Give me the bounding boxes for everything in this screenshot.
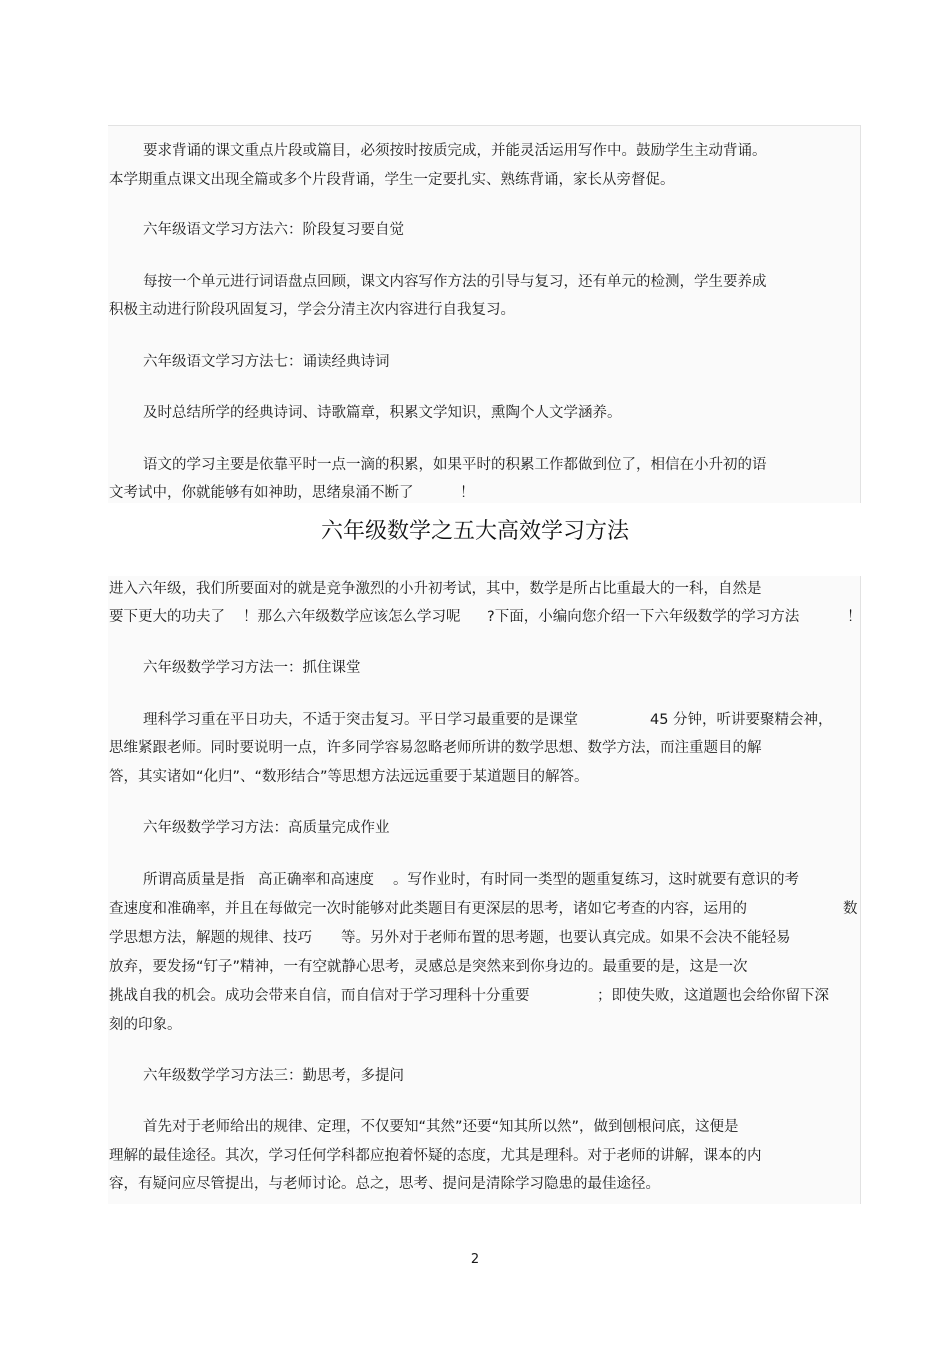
paragraph-line: 首先对于老师给出的规律、定理，不仅要知“其然”还要“知其所以然”，做到刨根问底，这便是 bbox=[143, 1119, 739, 1135]
page-title: 六年级数学之五大高效学习方法 bbox=[320, 519, 629, 544]
section-heading: 六年级数学学习方法：高质量完成作业 bbox=[143, 820, 390, 836]
paragraph-fragment: 高正确率和高速度 bbox=[258, 872, 374, 888]
section-heading: 六年级数学学习方法一：抓住课堂 bbox=[143, 660, 361, 676]
paragraph-fragment: ！那么六年级数学应该怎么学习呢 bbox=[243, 609, 461, 625]
paragraph-line: 要下更大的功夫了 bbox=[109, 609, 225, 625]
section-heading: 六年级语文学习方法六：阶段复习要自觉 bbox=[143, 222, 404, 238]
paragraph-line: 文考试中，你就能够有如神助，思绪泉涌不断了 bbox=[109, 485, 414, 501]
paragraph-line: 所谓高质量是指 bbox=[143, 872, 245, 888]
paragraph-fragment: 等。另外对于老师布置的思考题，也要认真完成。如果不会决不能轻易 bbox=[341, 930, 791, 946]
paragraph-line: 理解的最佳途径。其次，学习任何学科都应抱着怀疑的态度，尤其是理科。对于老师的讲解，课本的内 bbox=[109, 1148, 762, 1164]
paragraph-line: 刻的印象。 bbox=[109, 1017, 182, 1033]
paragraph-fragment: ；即使失败，这道题也会给你留下深 bbox=[597, 988, 829, 1004]
paragraph-line: 语文的学习主要是依靠平时一点一滴的积累，如果平时的积累工作都做到位了，相信在小升初的语 bbox=[143, 457, 767, 473]
paragraph-line: 学思想方法，解题的规律、技巧 bbox=[109, 930, 312, 946]
paragraph-line: 查速度和准确率，并且在每做完一次时能够对此类题目有更深层的思考，诸如它考查的内容，运用的 bbox=[109, 901, 747, 917]
paragraph-line: 积极主动进行阶段巩固复习，学会分清主次内容进行自我复习。 bbox=[109, 302, 515, 318]
paragraph-line: 每按一个单元进行词语盘点回顾，课文内容写作方法的引导与复习，还有单元的检测，学生要养成 bbox=[143, 274, 767, 290]
section-heading: 六年级语文学习方法七：诵读经典诗词 bbox=[143, 354, 390, 370]
paragraph-line: 答，其实诸如“化归”、“数形结合”等思想方法远远重要于某道题目的解答。 bbox=[109, 769, 589, 785]
paragraph-line: 容，有疑问应尽管提出，与老师讨论。总之，思考、提问是清除学习隐患的最佳途径。 bbox=[109, 1176, 660, 1192]
paragraph-fragment: 。写作业时，有时同一类型的题重复练习，这时就要有意识的考 bbox=[393, 872, 799, 888]
paragraph-fragment: ?下面，小编向您介绍一下六年级数学的学习方法 bbox=[487, 609, 800, 625]
paragraph-line: 进入六年级，我们所要面对的就是竞争激烈的小升初考试，其中，数学是所占比重最大的一科，自然是 bbox=[109, 581, 762, 597]
paragraph-line: 要求背诵的课文重点片段或篇目，必须按时按质完成，并能灵活运用写作中。鼓励学生主动背诵。 bbox=[143, 143, 767, 159]
paragraph-line: 挑战自我的机会。成功会带来自信，而自信对于学习理科十分重要 bbox=[109, 988, 530, 1004]
paragraph-line: 理科学习重在平日功夫，不适于突击复习。平日学习最重要的是课堂 bbox=[143, 712, 578, 728]
paragraph-fragment: ！ bbox=[460, 485, 475, 501]
paragraph-fragment: ！ bbox=[847, 609, 862, 625]
paragraph-fragment: 数 bbox=[843, 901, 858, 917]
paragraph-line: 及时总结所学的经典诗词、诗歌篇章，积累文学知识，熏陶个人文学涵养。 bbox=[143, 405, 622, 421]
paragraph-line: 放弃，要发扬“钉子”精神，一有空就静心思考，灵感总是突然来到你身边的。最重要的是，这是一次 bbox=[109, 959, 748, 975]
page-number: 2 bbox=[470, 1252, 480, 1267]
paragraph-fragment: 45 分钟，听讲要聚精会神， bbox=[650, 712, 833, 728]
paragraph-line: 思维紧跟老师。同时要说明一点，许多同学容易忽略老师所讲的数学思想、数学方法，而注重题目的解 bbox=[109, 740, 762, 756]
paragraph-line: 本学期重点课文出现全篇或多个片段背诵，学生一定要扎实、熟练背诵，家长从旁督促。 bbox=[109, 172, 675, 188]
section-heading: 六年级数学学习方法三：勤思考，多提问 bbox=[143, 1068, 404, 1084]
